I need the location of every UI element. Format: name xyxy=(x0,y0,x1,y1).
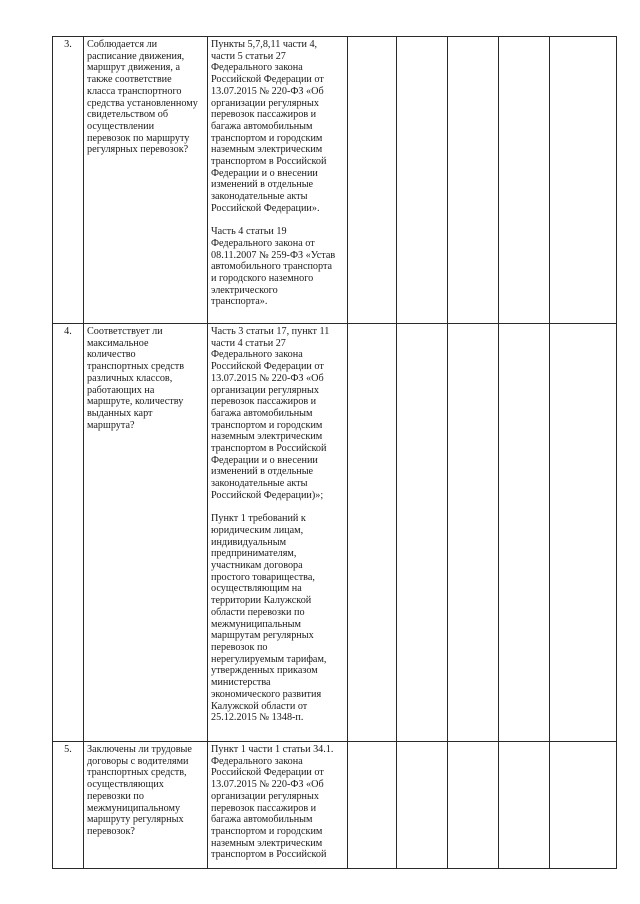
empty-cell xyxy=(397,742,448,869)
question-cell xyxy=(84,324,208,742)
empty-cell xyxy=(397,37,448,324)
empty-cell xyxy=(448,324,499,742)
row-number: 4. xyxy=(53,324,84,742)
empty-cell xyxy=(499,742,550,869)
question-cell xyxy=(84,742,208,869)
empty-cell xyxy=(550,37,617,324)
empty-cell xyxy=(348,37,397,324)
legal-basis-cell xyxy=(208,324,348,742)
legal-basis-cell xyxy=(208,37,348,324)
empty-cell xyxy=(448,37,499,324)
question-text: Заключены ли трудовые договоры с водителями транспортных средств, осуществляющих перевозки по межмуниципальному маршруту регулярных перевозок? xyxy=(87,744,192,837)
table-row xyxy=(53,37,617,324)
question-text: Соответствует ли максимальное количество транспортных средств различных классов, работающих на маршруте, количеству выданных карт маршрута? xyxy=(87,326,185,431)
row-number: 3. xyxy=(53,37,84,324)
legal-basis-text: Пункт 1 части 1 статьи 34.1. Федерального закона Российской Федерации от 13.07.2015 № 220-ФЗ «Об организации регулярных перевозок пассажиров и багажа автомобильным транспортом и городским наземным электрическим транспортом в Российской xyxy=(211,744,334,861)
empty-cell xyxy=(550,324,617,742)
empty-cell xyxy=(550,742,617,869)
row-number: 5. xyxy=(53,742,84,869)
checklist-table xyxy=(52,36,617,869)
legal-basis-text: Часть 3 статьи 17, пункт 11 части 4 статьи 27 Федерального закона Российской Федерации от 13.07.2015 № 220-ФЗ «Об организации регулярных перевозок пассажиров и багажа автомобильным транспортом и городским наземным электрическим транспортом в Российской Федерации и о внесении изменений в отдельные законодательные акты Российской Федерации)»; Пункт 1 требований к юридическим лицам, индивидуальным предпринимателям, участникам договора простого товарищества, осуществляющим на территории Калужской области перевозки по межмуниципальным маршрутам регулярных перевозок по нерегулируемым тарифам, утвержденных приказом министерства экономического развития Калужской области от 25.12.2015 № 1348-п. xyxy=(211,326,330,724)
question-text: Соблюдается ли расписание движения, маршрут движения, а также соответствие класса транспортного средства установленному свидетельством об осуществлении перевозок по маршруту регулярных перевозок? xyxy=(87,39,198,156)
empty-cell xyxy=(348,742,397,869)
empty-cell xyxy=(499,324,550,742)
empty-cell xyxy=(499,37,550,324)
empty-cell xyxy=(348,324,397,742)
legal-basis-cell xyxy=(208,742,348,869)
legal-basis-text: Пункты 5,7,8,11 части 4, части 5 статьи 27 Федерального закона Российской Федерации от 13.07.2015 № 220-ФЗ «Об организации регулярных перевозок пассажиров и багажа автомобильным транспортом и городским наземным электрическим транспортом в Российской Федерации и о внесении изменений в отдельные законодательные акты Российской Федерации». Часть 4 статьи 19 Федерального закона от 08.11.2007 № 259-ФЗ «Устав автомобильного транспорта и городского наземного электрического транспорта». xyxy=(211,39,336,308)
empty-cell xyxy=(397,324,448,742)
table-row xyxy=(53,324,617,742)
empty-cell xyxy=(448,742,499,869)
table-row xyxy=(53,742,617,869)
question-cell xyxy=(84,37,208,324)
